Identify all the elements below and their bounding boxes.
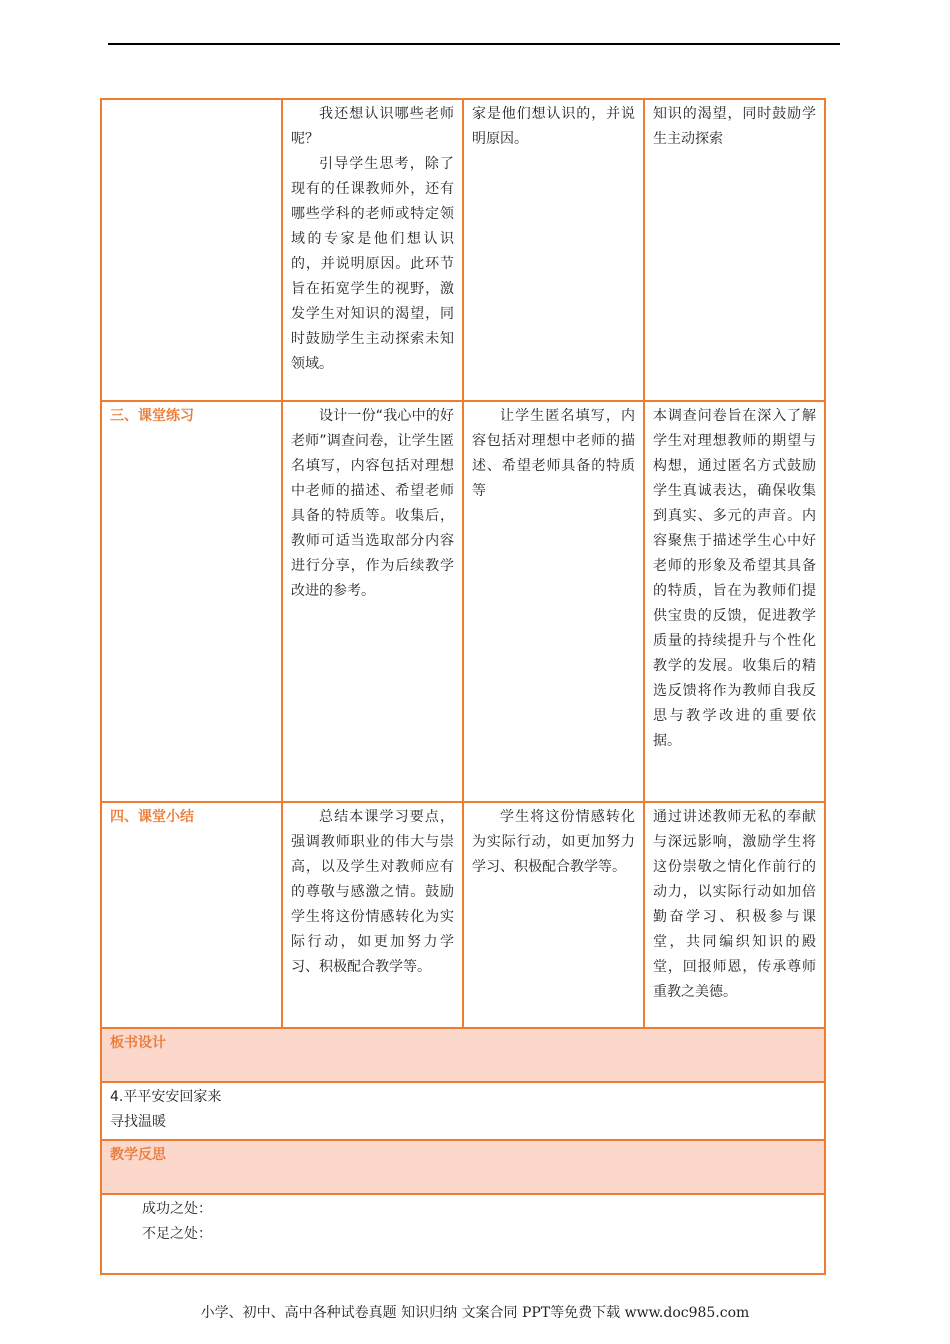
board-design-content-row bbox=[101, 1082, 825, 1140]
reflection-success: 成功之处： bbox=[142, 1201, 212, 1217]
reflection-content-row bbox=[101, 1194, 825, 1274]
board-design-line: 4.平平安安回家来 bbox=[110, 1089, 222, 1105]
activity-text: 设计一份“我心中的好老师”调查问卷，让学生匿名填写，内容包括对理想中老师的描述、希望老师具备的特质等。收集后，教师可适当选取部分内容进行分享，作为后续教学改进的参考。 bbox=[291, 408, 454, 599]
design-intent-cell: 知识的渴望，同时鼓励学生主动探索 bbox=[644, 99, 825, 401]
activity-question: 我还想认识哪些老师呢？ bbox=[291, 106, 454, 147]
table-row bbox=[101, 401, 825, 802]
reflection-shortfall: 不足之处： bbox=[142, 1226, 212, 1242]
teacher-activity-cell bbox=[282, 401, 463, 802]
design-intent-cell: 通过讲述教师无私的奉献与深远影响，激励学生将这份崇敬之情化作前行的动力，以实际行动如加倍勤奋学习、积极参与课堂，共同编织知识的殿堂，回报师恩，传承尊师重教之美德。 bbox=[644, 802, 825, 1028]
reflection-content bbox=[101, 1194, 825, 1274]
student-activity-cell: 学生将这份情感转化为实际行动，如更加努力学习、积极配合教学等。 bbox=[463, 802, 644, 1028]
activity-text: 总结本课学习要点，强调教师职业的伟大与崇高，以及学生对教师应有的尊敬与感激之情。鼓励学生将这份情感转化为实际行动，如更加努力学习、积极配合教学等。 bbox=[291, 809, 454, 975]
section-label-practice: 三、课堂练习 bbox=[101, 401, 282, 802]
reflection-heading: 教学反思 bbox=[101, 1140, 825, 1194]
board-design-content bbox=[101, 1082, 825, 1140]
board-design-heading-row bbox=[101, 1028, 825, 1082]
teacher-activity-cell bbox=[282, 802, 463, 1028]
student-activity-cell: 让学生匿名填写，内容包括对理想中老师的描述、希望老师具备的特质等 bbox=[463, 401, 644, 802]
activity-text: 引导学生思考，除了现有的任课教师外，还有哪些学科的老师或特定领域的专家是他们想认识的，并说明原因。此环节旨在拓宽学生的视野，激发学生对知识的渴望，同时鼓励学生主动探索未知领域。 bbox=[291, 156, 454, 372]
section-label-empty bbox=[101, 99, 282, 401]
teacher-activity-cell bbox=[282, 99, 463, 401]
table-row bbox=[101, 99, 825, 401]
reflection-heading-row bbox=[101, 1140, 825, 1194]
header-rule bbox=[108, 43, 840, 45]
design-intent-cell: 本调查问卷旨在深入了解学生对理想教师的期望与构想，通过匿名方式鼓励学生真诚表达，确保收集到真实、多元的声音。内容聚焦于描述学生心中好老师的形象及希望其具备的特质，旨在为教师们提供宝贵的反馈，促进教学质量的持续提升与个性化教学的发展。收集后的精选反馈将作为教师自我反思与教学改进的重要依据。 bbox=[644, 401, 825, 802]
board-design-heading: 板书设计 bbox=[101, 1028, 825, 1082]
section-label-summary: 四、课堂小结 bbox=[101, 802, 282, 1028]
footer-text: 小学、初中、高中各种试卷真题 知识归纳 文案合同 PPT等免费下载 www.doc985.com bbox=[200, 1305, 750, 1321]
student-activity-cell: 家是他们想认识的，并说明原因。 bbox=[463, 99, 644, 401]
board-design-line: 寻找温暖 bbox=[110, 1114, 166, 1130]
lesson-plan-table bbox=[100, 98, 826, 1275]
table-row bbox=[101, 802, 825, 1028]
